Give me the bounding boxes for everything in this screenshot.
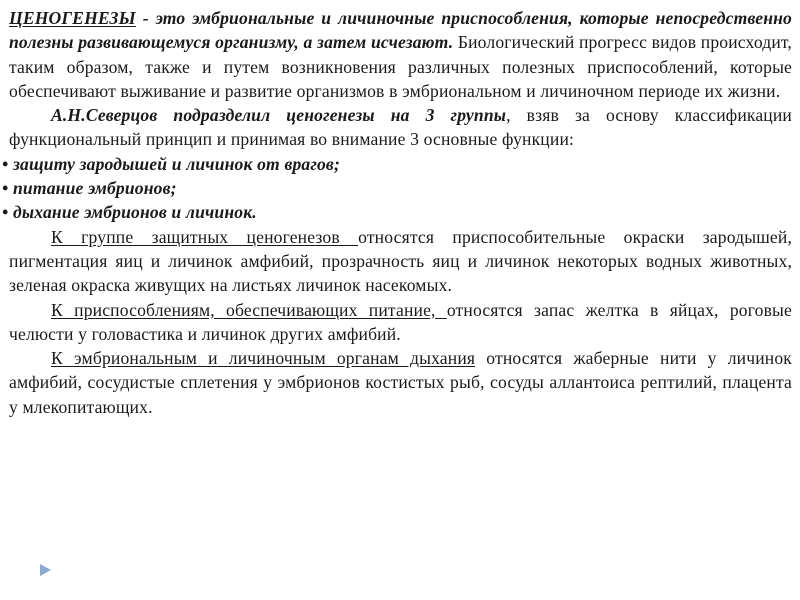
functions-list	[2, 152, 792, 225]
paragraph1-body: Биологический прогресс видов происходит, таким образом, также и путем возникновения различных полезных приспособлений, которые обеспечивают выживание и развитие организмов в эмбриональном и личиночном периоде их жизни.	[9, 32, 792, 101]
nutrition-heading: К приспособлениям, обеспечивающих питание,	[51, 299, 447, 320]
definition-text: - это эмбриональные и личиночные приспособления, которые непосредственно полезны развивающемуся организму, а затем исчезают.	[9, 8, 792, 53]
paragraph-nutrition	[9, 298, 792, 347]
list-item	[2, 176, 792, 200]
paragraph2-body: , взяв за основу классификации функциональный принцип и принимая во внимание 3 основные функции:	[9, 105, 792, 150]
paragraph-definition	[9, 6, 792, 103]
list-item	[2, 200, 792, 224]
protective-heading: К группе защитных ценогенезов	[51, 226, 359, 247]
severtsov-lead: А.Н.Северцов подразделил ценогенезы на 3 группы	[51, 105, 507, 126]
bullet-icon: •	[2, 202, 9, 223]
paragraph4-body: относятся запас желтка в яйцах, роговые челюсти у головастика и личинок других амфибий.	[9, 299, 792, 344]
function-protection: защиту зародышей и личинок от врагов;	[13, 153, 340, 174]
paragraph3-body: относятся приспособительные окраски зародышей, пигментация яиц и личинок амфибий, прозрачность яиц и личинок некоторых водных животных, зеленая окраска живущих на листьях личинок насекомых.	[9, 226, 792, 296]
paragraph-classification	[9, 103, 792, 152]
triangle-right-icon[interactable]	[38, 563, 52, 577]
term-cenogenesis: ЦЕНОГЕНЕЗЫ	[9, 8, 136, 28]
paragraph-respiration	[9, 346, 792, 419]
function-nutrition: питание эмбрионов;	[13, 178, 177, 199]
function-respiration: дыхание эмбрионов и личинок.	[13, 202, 257, 223]
bullet-icon: •	[2, 153, 9, 174]
paragraph5-body: относятся жаберные нити у личинок амфибий, сосудистые сплетения у эмбрионов костистых рыб, сосуды аллантоиса рептилий, плацента у млекопитающих.	[9, 348, 792, 417]
paragraph-protective	[9, 225, 792, 298]
slide-text	[2, 6, 792, 419]
respiration-heading: К эмбриональным и личиночным органам дыхания	[51, 348, 476, 369]
list-item	[2, 152, 792, 176]
bullet-icon: •	[2, 178, 9, 199]
